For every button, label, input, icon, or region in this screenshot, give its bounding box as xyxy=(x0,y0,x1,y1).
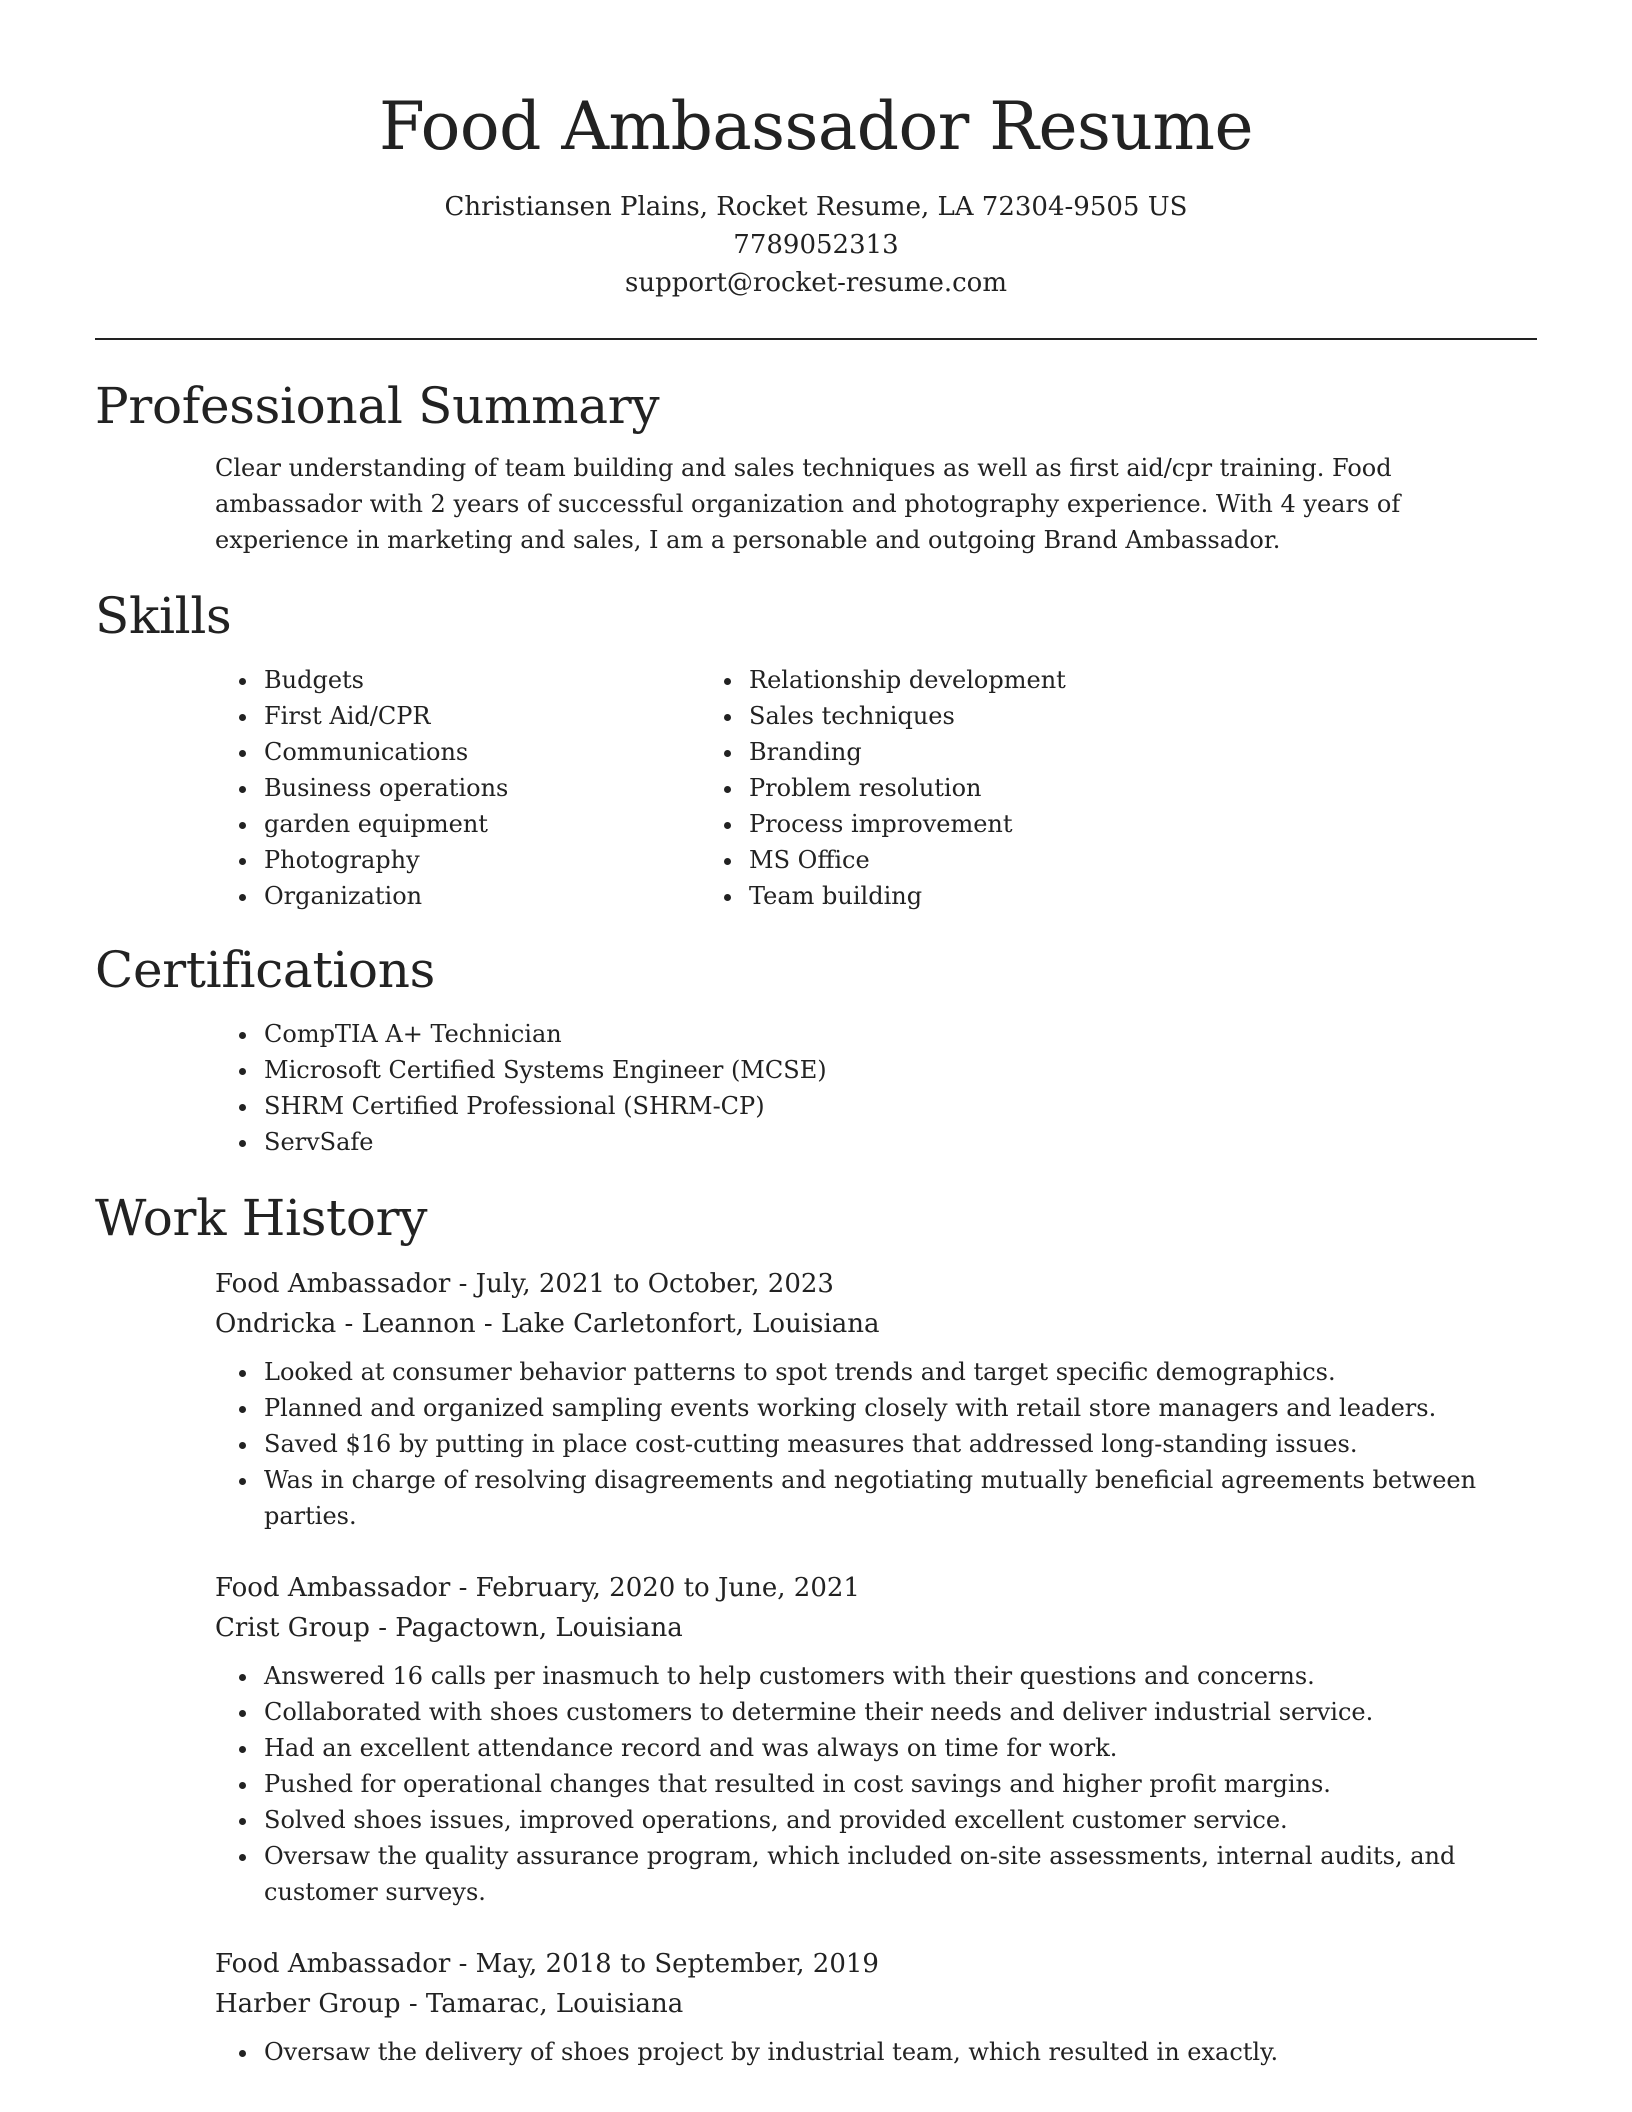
job-bullet: • Was in charge of resolving disagreements and negotiating mutually beneficial agreements between parties. xyxy=(260,1462,1537,1534)
job-title: Food Ambassador xyxy=(215,1269,451,1299)
skills-list-left xyxy=(95,662,745,914)
job-location: - Lake Carletonfort, Louisiana xyxy=(475,1309,880,1339)
job-bullet: • Oversaw the delivery of shoes project by industrial team, which resulted in exactly. xyxy=(260,2034,1537,2070)
job-entry xyxy=(215,1944,1537,2070)
job-company-line xyxy=(215,1608,1537,1648)
certification-item: • CompTIA A+ Technician xyxy=(260,1016,1537,1052)
job-bullet: • Collaborated with shoes customers to determine their needs and deliver industrial service. xyxy=(260,1694,1537,1730)
job-bullet: • Planned and organized sampling events working closely with retail store managers and leaders. xyxy=(260,1390,1537,1426)
certification-item: • SHRM Certified Professional (SHRM-CP) xyxy=(260,1088,1537,1124)
job-title: Food Ambassador xyxy=(215,1949,451,1979)
work-history-section xyxy=(95,1188,1537,2070)
skill-item: • Relationship development xyxy=(745,662,1230,698)
job-bullet: • Oversaw the quality assurance program, which included on-site assessments, internal audits, and customer surveys. xyxy=(260,1838,1537,1910)
job-entry xyxy=(215,1264,1537,1534)
job-title-line xyxy=(215,1264,1537,1304)
job-bullet: • Pushed for operational changes that resulted in cost savings and higher profit margins. xyxy=(260,1766,1537,1802)
contact-address: Christiansen Plains, Rocket Resume, LA 72304-9505 US xyxy=(444,192,1188,222)
job-company-line xyxy=(215,1984,1537,2024)
skill-item: • Communications xyxy=(260,734,745,770)
skill-item: • Business operations xyxy=(260,770,745,806)
resume-header xyxy=(95,0,1537,302)
skill-item: • Sales techniques xyxy=(745,698,1230,734)
skill-item: • Problem resolution xyxy=(745,770,1230,806)
certifications-section xyxy=(95,940,1537,1160)
job-dates: - February, 2020 to June, 2021 xyxy=(450,1573,860,1603)
skills-columns xyxy=(95,662,1537,914)
skills-heading: Skills xyxy=(95,587,232,645)
skill-item: • garden equipment xyxy=(260,806,745,842)
job-bullet: • Answered 16 calls per inasmuch to help customers with their questions and concerns. xyxy=(260,1658,1537,1694)
skill-item: • Photography xyxy=(260,842,745,878)
skill-item: • Budgets xyxy=(260,662,745,698)
skill-item: • MS Office xyxy=(745,842,1230,878)
job-bullet: • Saved $16 by putting in place cost-cutting measures that addressed long-standing issues. xyxy=(260,1426,1537,1462)
job-bullet: • Had an excellent attendance record and was always on time for work. xyxy=(260,1730,1537,1766)
job-title-line xyxy=(215,1944,1537,1984)
skill-item: • Organization xyxy=(260,878,745,914)
skill-item: • First Aid/CPR xyxy=(260,698,745,734)
skill-item: • Team building xyxy=(745,878,1230,914)
job-title: Food Ambassador xyxy=(215,1573,451,1603)
job-location: - Pagactown, Louisiana xyxy=(369,1613,683,1643)
resume-title: Food Ambassador Resume xyxy=(378,88,1254,165)
job-company: Ondricka - Leannon xyxy=(215,1309,476,1339)
work-history-heading: Work History xyxy=(95,1189,428,1247)
summary-text: Clear understanding of team building and sales techniques as well as first aid/cpr training. Food ambassador with 2 years of successful organization and photography experience. With 4 years of experience in marketing and sales, I am a personable and outgoing Brand Ambassador. xyxy=(215,454,1401,554)
contact-email: support@rocket-resume.com xyxy=(624,268,1007,298)
job-dates: - July, 2021 to October, 2023 xyxy=(450,1269,834,1299)
job-bullet: • Solved shoes issues, improved operations, and provided excellent customer service. xyxy=(260,1802,1537,1838)
summary-section xyxy=(95,376,1537,558)
job-company: Crist Group xyxy=(215,1613,370,1643)
skill-item: • Branding xyxy=(745,734,1230,770)
skill-item: • Process improvement xyxy=(745,806,1230,842)
job-bullets xyxy=(215,1354,1537,1534)
certifications-heading: Certifications xyxy=(95,941,435,999)
job-location: - Tamarac, Louisiana xyxy=(400,1989,684,2019)
contact-phone: 7789052313 xyxy=(733,230,899,260)
job-company: Harber Group xyxy=(215,1989,401,2019)
certification-item: • Microsoft Certified Systems Engineer (MCSE) xyxy=(260,1052,1537,1088)
skills-section xyxy=(95,586,1537,914)
job-title-line xyxy=(215,1568,1537,1608)
summary-heading: Professional Summary xyxy=(95,377,660,435)
resume-page xyxy=(95,0,1537,2070)
job-entry xyxy=(215,1568,1537,1910)
certifications-list xyxy=(95,1016,1537,1160)
contact-info xyxy=(95,188,1537,302)
skills-list-right xyxy=(745,662,1230,914)
certification-item: • ServSafe xyxy=(260,1124,1537,1160)
job-dates: - May, 2018 to September, 2019 xyxy=(450,1949,879,1979)
job-bullet: • Looked at consumer behavior patterns to spot trends and target specific demographics. xyxy=(260,1354,1537,1390)
job-bullets xyxy=(215,2034,1537,2070)
header-divider xyxy=(95,338,1537,340)
job-company-line xyxy=(215,1304,1537,1344)
job-bullets xyxy=(215,1658,1537,1910)
